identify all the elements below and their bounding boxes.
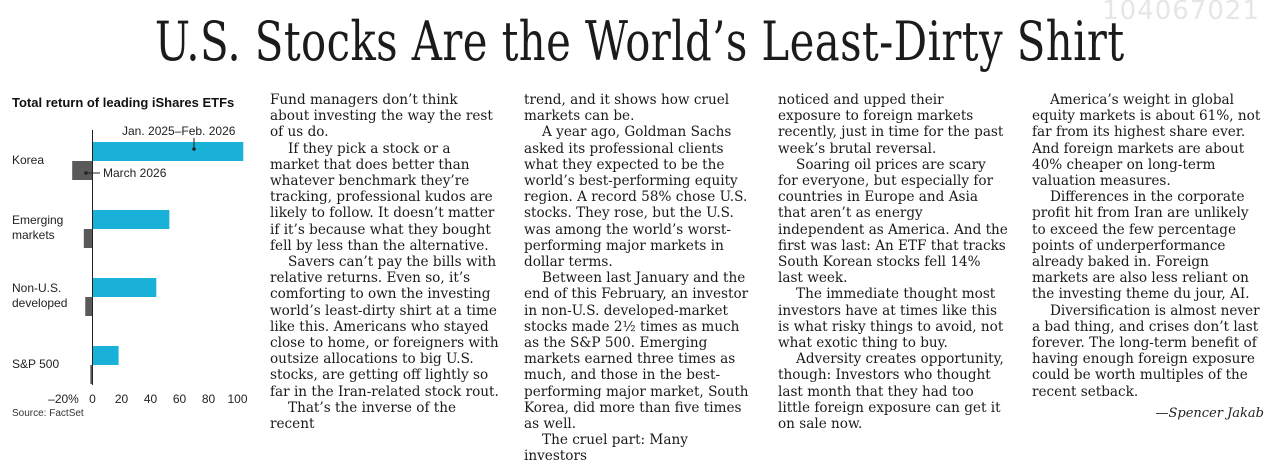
paragraph: That’s the inverse of the recent bbox=[270, 399, 457, 433]
annotation-top: Jan. 2025–Feb. 2026 bbox=[122, 124, 236, 138]
category-label: Korea bbox=[12, 153, 45, 167]
category-label: Non-U.S. developed bbox=[12, 281, 68, 310]
paragraph: Between last January and the end of this February, an investor in non-U.S. developed-market stocks made 2½ times as much as the S&P 500. Emerging markets earned three times as much, and those in the best-performing major market, South Korea, did more than five times as well. bbox=[524, 270, 749, 433]
watermark: 104067021 bbox=[1102, 0, 1260, 26]
paragraph: A year ago, Goldman Sachs asked its professional clients what they expected to be the world’s best-performing equity region. A record 58% chose U.S. stocks. They rose, but the U.S. was among the world’s worst-performing major markets in dollar terms. bbox=[524, 124, 748, 271]
category-label: Emerging markets bbox=[12, 213, 64, 242]
article-column-1 bbox=[270, 92, 500, 432]
x-tick-label: 60 bbox=[172, 392, 187, 406]
article-column-2 bbox=[524, 92, 754, 465]
paragraph: The immediate thought most investors have at times like this is what risky things to avoid, not what exotic thing to buy. bbox=[778, 286, 1004, 352]
annotation-bottom: March 2026 bbox=[103, 166, 167, 180]
paragraph: America’s weight in global equity markets is about 61%, not far from its highest share ever. And foreign markets are about 40% cheaper on long-term valuation measures. bbox=[1032, 92, 1261, 190]
x-tick-label: 80 bbox=[201, 392, 216, 406]
headline bbox=[0, 2, 1280, 84]
bar-recent-return bbox=[72, 161, 92, 180]
paragraph: Soaring oil prices are scary for everyone, but especially for countries in Europe and Asia that aren’t as energy independent as America. And the first was last: An ETF that tracks South Korean stocks fell 14% last week. bbox=[778, 156, 1008, 287]
bar-period-return bbox=[93, 278, 157, 297]
bar-recent-return bbox=[85, 297, 92, 316]
paragraph: Savers can’t pay the bills with relative returns. Even so, it’s comforting to own the investing world’s least-dirty shirt at a time like this. Americans who stayed close to home, or foreigners with outsize allocations to big U.S. stocks, are getting off lightly so far in the Iran-related stock rout. bbox=[270, 254, 499, 400]
paragraph: The cruel part: Many investors bbox=[524, 432, 688, 465]
x-tick-label: 100 bbox=[227, 392, 248, 406]
headline-text: U.S. Stocks Are the World’s Least-Dirty Shirt bbox=[155, 10, 1125, 73]
bar-period-return bbox=[93, 346, 119, 365]
chart-source: Source: FactSet bbox=[12, 408, 84, 419]
byline: —Spencer Jakab bbox=[1155, 406, 1264, 421]
x-tick-label: 40 bbox=[143, 392, 158, 406]
x-tick-label: 20 bbox=[114, 392, 129, 406]
paragraph: Adversity creates opportunity, though: Investors who thought last month that they had too little foreign exposure can get it on sale now. bbox=[778, 351, 1004, 433]
paragraph: If they pick a stock or a market that does better than whatever benchmark they’re tracking, professional kudos are likely to follow. It doesn’t matter if it’s because what they bought fell by less than the alternative. bbox=[270, 140, 495, 254]
article-column-4 bbox=[1032, 92, 1262, 400]
chart-area bbox=[0, 90, 265, 430]
bar-chart bbox=[0, 90, 265, 430]
bar-period-return bbox=[93, 142, 244, 161]
x-tick-label: –20% bbox=[48, 392, 79, 406]
paragraph: noticed and upped their exposure to foreign markets recently, just in time for the past week’s brutal reversal. bbox=[778, 92, 1004, 157]
annotation-top-dot bbox=[192, 147, 196, 151]
paragraph: Diversification is almost never a bad thing, and crises don’t last forever. The long-term benefit of having enough foreign exposure could be worth multiples of the recent setback. bbox=[1032, 302, 1260, 400]
paragraph: trend, and it shows how cruel markets can be. bbox=[524, 92, 730, 125]
paragraph: Differences in the corporate profit hit from Iran are unlikely to exceed the few percentage points of underperformance already baked in. Foreign markets are also less reliant on the investing theme du jour, AI. bbox=[1032, 189, 1250, 303]
category-label: S&P 500 bbox=[12, 357, 60, 371]
annotation-bottom-dot bbox=[84, 171, 88, 175]
x-tick-label: 0 bbox=[89, 392, 96, 406]
article-column-3 bbox=[778, 92, 1008, 432]
paragraph: Fund managers don’t think about investing the way the rest of us do. bbox=[270, 92, 493, 141]
chart-title: Total return of leading iShares ETFs bbox=[12, 95, 235, 110]
bar-period-return bbox=[93, 210, 170, 229]
bar-recent-return bbox=[84, 229, 93, 248]
